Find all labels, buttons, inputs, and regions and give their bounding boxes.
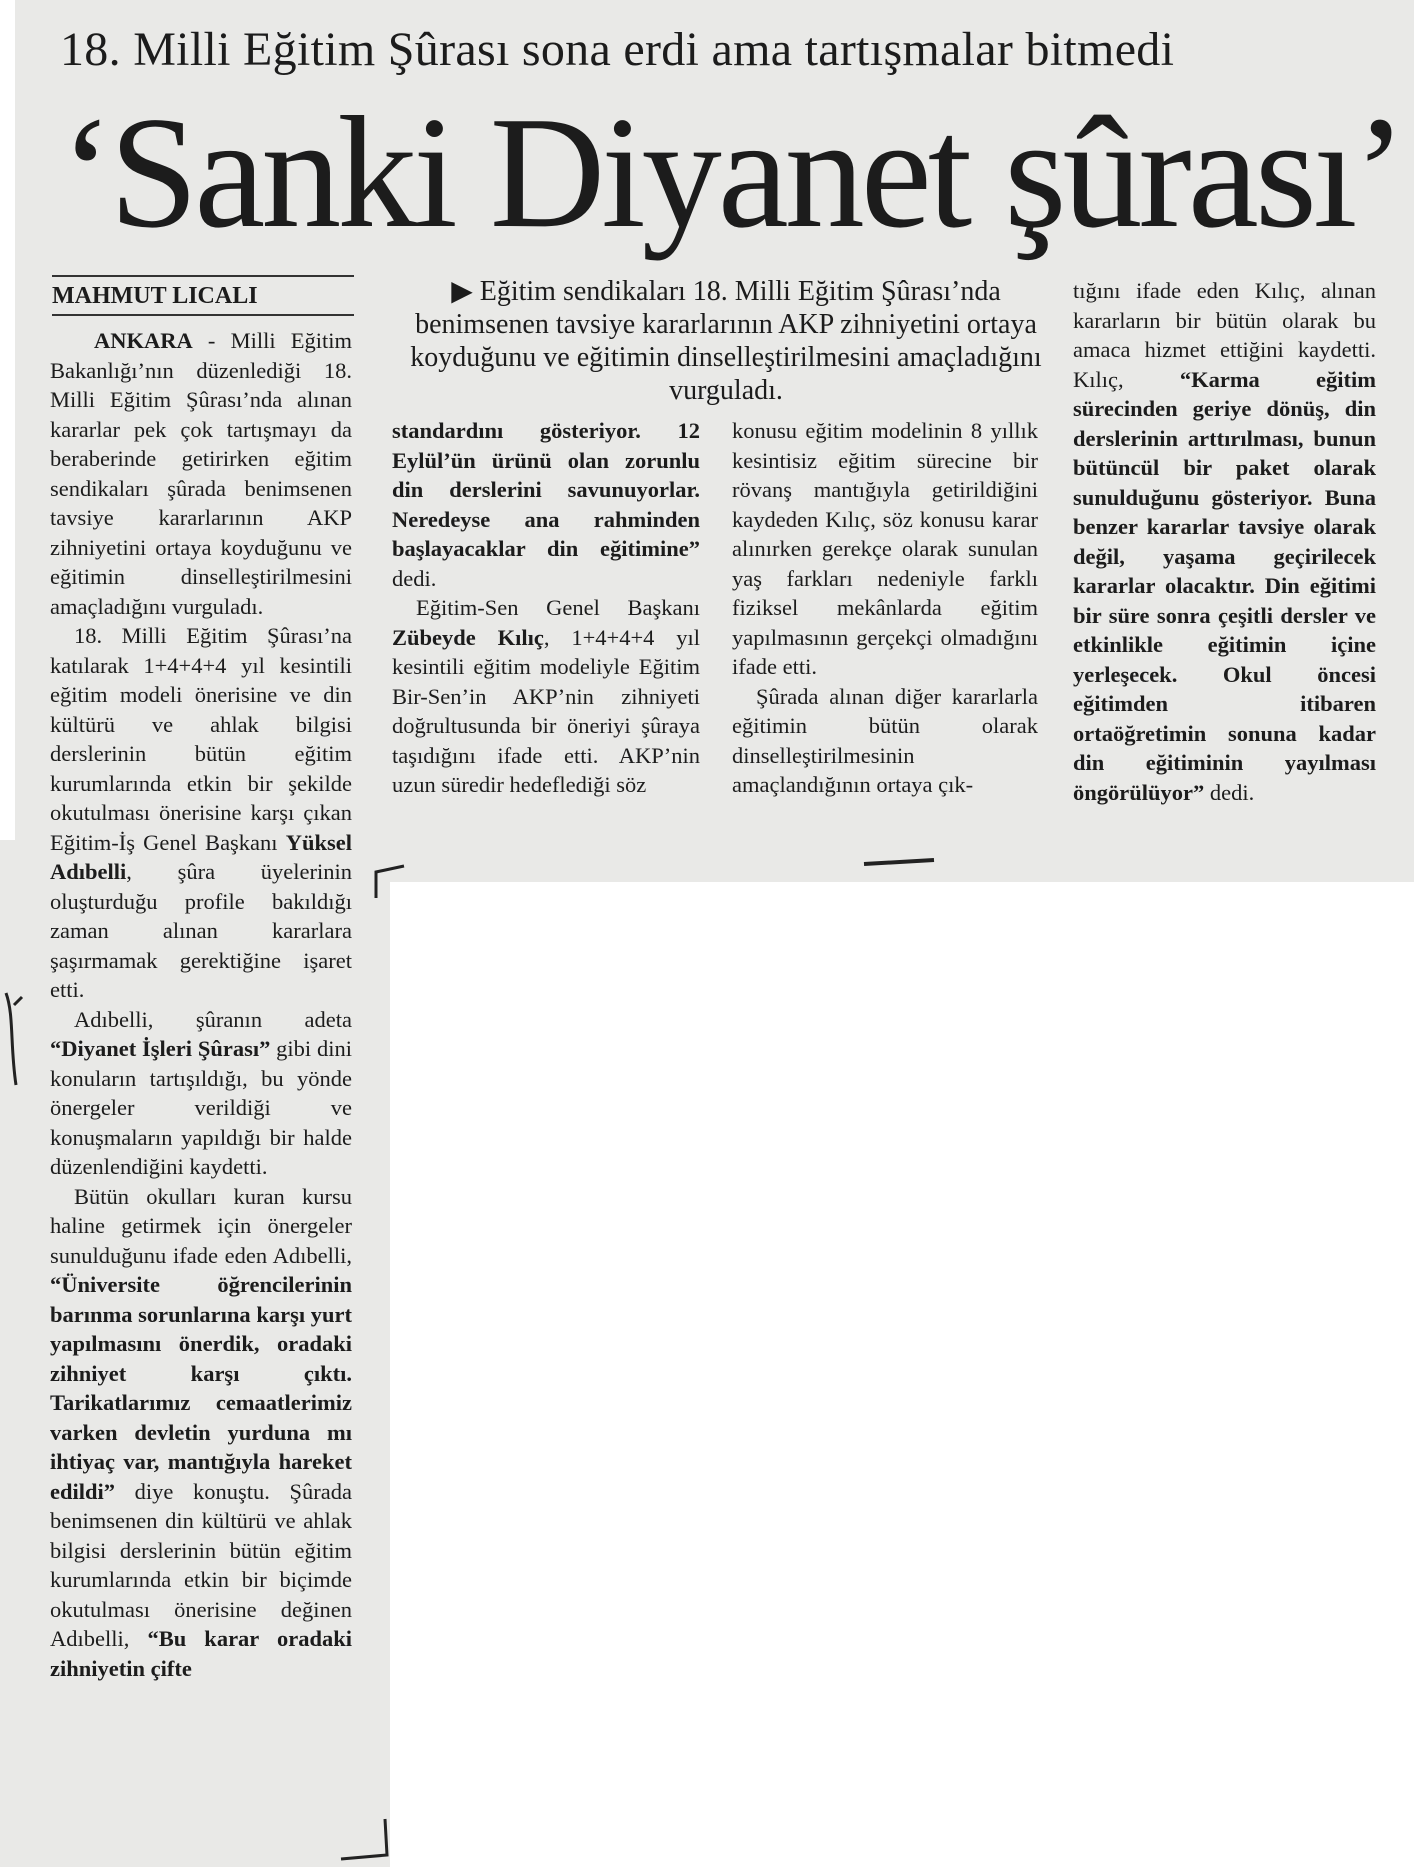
col3-paragraph-2: Şûrada alınan diğer kararlarla eğitimin bütün olarak dinselleştirilmesinin amaçlandığının ortaya çık- [732,683,1038,797]
quote: “Üniversite öğrencilerinin barınma sorunlarına karşı yurt yapılmasını önerdik, oradaki zihniyet karşı çıktı. Tarikatlarımız cemaatlerimiz varken devletin yurduna mı ihtiyaç var, mantığıyla hareket edildi” [50,1272,352,1504]
dateline: ANKARA [94,328,193,353]
col1-paragraph-1: ANKARA - Milli Eğitim Bakanlığı’nın düzenlediği 18. Milli Eğitim Şûrası’nda alınan kararlar pek çok tartışmayı da beraberinde getirirken eğitim sendikaları şûrada benimsenen tavsiye kararlarının AKP zihniyetini ortaya koyduğunu ve eğitimin dinselleştirilmesini amaçladığını vurguladı. [50,328,352,619]
article-lead: ▶ Eğitim sendikaları 18. Milli Eğitim Şûrası’nda benimsenen tavsiye kararlarının AKP zihniyetini ortaya koyduğunu ve eğitimin dinselleştirilmesini amaçladığını vurguladı. [410,276,1042,406]
quote: “Bu karar oradaki zihniyetin çifte [50,1626,352,1681]
crop-corner-icon [370,862,410,902]
column-1 [50,326,352,1683]
crop-corner-bottom-icon [335,1815,395,1865]
col2-paragraph-1: standardını gösteriyor. 12 Eylül’ün ürünü olan zorunlu din derslerini savunuyorlar. Neredeyse ana rahminden başlayacaklar din eğitimine” dedi. [392,418,700,591]
col2-paragraph-2: Eğitim-Sen Genel Başkanı Zübeyde Kılıç, 1+4+4+4 yıl kesintili eğitim modeliyle Eğitim Bir-Sen’in AKP’nin zihniyeti doğrultusunda bir öneriyi şûraya taşıdığını ifade etti. AKP’nin uzun süredir hedeflediği söz [392,595,700,797]
col4-paragraph-1: tığını ifade eden Kılıç, alınan kararların bir bütün olarak bu amaca hizmet ettiğini kaydetti. Kılıç, “Karma eğitim sürecinden geriye dönüş, din derslerinin arttırılması, bunun bütüncül bir paket olarak sunulduğunu gösteriyor. Buna benzer kararlar tavsiye olarak değil, yaşama geçirilecek kararlar olacaktır. Din eğitimi bir süre sonra çeşitli dersler ve etkinlikle eğitimin içine yerleşecek. Okul öncesi eğitimden itibaren ortaöğretimin sonuna kadar din eğitiminin yayılması öngörülüyor” dedi. [1073,278,1376,805]
column-4 [1073,276,1376,807]
column-2 [392,416,700,800]
byline: MAHMUT LICALI [52,283,258,309]
col1-paragraph-2: 18. Milli Eğitim Şûrası’na katılarak 1+4+4+4 yıl kesintili eğitim modeli önerisine ve din kültürü ve ahlak bilgisi derslerinin bütün eğitim kurumlarında etkin bir şekilde okutulması önerisine karşı çıkan Eğitim-İş Genel Başkanı Yüksel Adıbelli, şûra üyelerinin oluşturduğu profile bakıldığı zaman alınan kararlara şaşırmamak gerektiğine işaret etti. [50,623,352,1002]
column-3 [732,416,1038,800]
col3-paragraph-1: konusu eğitim modelinin 8 yıllık kesintisiz eğitim sürecine bir rövanş mantığıyla getirildiğini kaydeden Kılıç, söz konusu karar alınırken gerekçe olarak sunulan yaş farkları nedeniyle farklı fiziksel mekânlarda eğitim yapılmasının gerçekçi olmadığını ifade etti. [732,418,1038,679]
col1-paragraph-4: Bütün okulları kuran kursu haline getirmek için önergeler sunulduğunu ifade eden Adıbelli, “Üniversite öğrencilerinin barınma sorunlarına karşı yurt yapılmasını önerdik, oradaki zihniyet karşı çıktı. Tarikatlarımız cemaatlerimiz varken devletin yurduna mı ihtiyaç var, mantığıyla hareket edildi” diye konuştu. Şûrada benimsenen din kültürü ve ahlak bilgisi derslerinin bütün eğitim kurumlarında etkin bir biçimde okutulması önerisine değinen Adıbelli, “Bu karar oradaki zihniyetin çifte [50,1183,352,1681]
article-headline: ‘Sanki Diyanet şûrası’ [60,83,1403,261]
scribble-dash-icon [860,852,940,872]
byline-bottom-rule [52,314,354,316]
article-kicker: 18. Milli Eğitim Şûrası sona erdi ama tartışmalar bitmedi [60,23,1175,76]
col1-paragraph-3: Adıbelli, şûranın adeta “Diyanet İşleri Şûrası” gibi dini konuların tartışıldığı, bu yönde önergeler verildiği ve konuşmaların yapıldığı bir halde düzenlendiğini kaydetti. [50,1006,352,1179]
handwritten-mark-icon [0,985,30,1095]
quote: standardını gösteriyor. 12 Eylül’ün ürünü olan zorunlu din derslerini savunuyorlar. Neredeyse ana rahminden başlayacaklar din eğitimine” [392,418,700,561]
quote: “Diyanet İşleri Şûrası” [50,1036,271,1061]
byline-top-rule [52,275,354,277]
quote: “Karma eğitim sürecinden geriye dönüş, din derslerinin arttırılması, bunun bütüncül bir paket olarak sunulduğunu gösteriyor. Buna benzer kararlar tavsiye olarak değil, yaşama geçirilecek kararlar olacaktır. Din eğitimi bir süre sonra çeşitli dersler ve etkinlikle eğitimin içine yerleşecek. Okul öncesi eğitimden itibaren ortaöğretimin sonuna kadar din eğitiminin yayılması öngörülüyor” [1073,366,1376,805]
person-name: Yüksel Adıbelli [50,829,352,884]
person-name: Zübeyde Kılıç [392,624,544,650]
